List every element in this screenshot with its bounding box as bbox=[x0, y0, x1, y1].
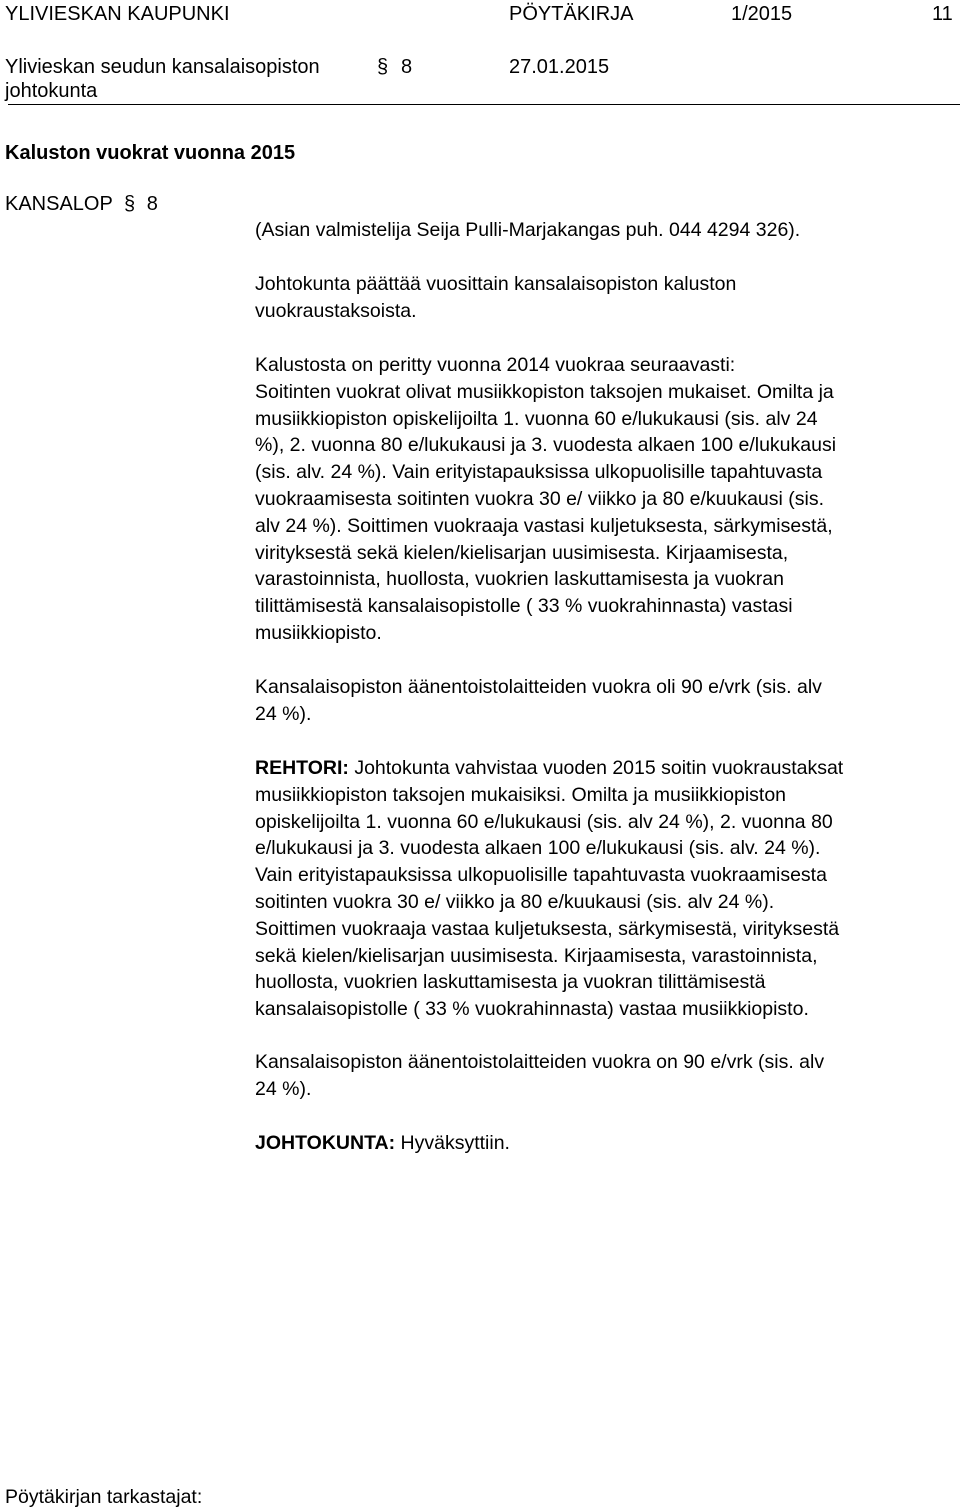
proposal-first-line: Johtokunta vahvistaa vuoden 2015 soitin vuokraustaksat bbox=[348, 757, 844, 779]
text-line: e/lukukausi ja 3. vuodesta alkaen 100 e/lukukausi (sis. alv. 24 %). bbox=[255, 837, 821, 860]
text-line: alv 24 %). Soittimen vuokraaja vastasi kuljetuksesta, särkymisestä, bbox=[255, 514, 833, 537]
proposal-label: REHTORI: bbox=[255, 757, 349, 779]
header-body-line1: Ylivieskan seudun kansalaisopiston bbox=[5, 56, 320, 78]
resolution-paragraph bbox=[255, 1130, 960, 1157]
text-line: kansalaisopistolle ( 33 % vuokrahinnasta) vastaa musiikkiopisto. bbox=[255, 998, 809, 1021]
header-doc-number: 1/2015 bbox=[731, 3, 793, 25]
text-line: %), 2. vuonna 80 e/lukukausi ja 3. vuodesta alkaen 100 e/lukukausi bbox=[255, 434, 837, 457]
reviewers-label: Pöytäkirjan tarkastajat: bbox=[5, 1486, 203, 1508]
case-ref-section-sign: § bbox=[124, 193, 136, 215]
text-line: Kalustosta on peritty vuonna 2014 vuokraa seuraavasti: bbox=[255, 354, 736, 376]
resolution-label: JOHTOKUNTA: bbox=[255, 1132, 396, 1154]
text-line: huollosta, vuokrien laskuttamisesta ja vuokran tilittämisestä bbox=[255, 971, 766, 994]
header-body-line2: johtokunta bbox=[5, 80, 98, 102]
details-paragraph bbox=[255, 352, 960, 647]
case-ref bbox=[5, 191, 158, 217]
case-ref-number: 8 bbox=[146, 193, 158, 215]
text-line: soitinten vuokra 30 e/ viikko ja 80 e/kuukausi (sis. alv 24 %). bbox=[255, 890, 775, 913]
text-line: (Asian valmistelija Seija Pulli-Marjakangas puh. 044 4294 326). bbox=[255, 219, 801, 241]
text-line: vuokraamisesta soitinten vuokra 30 e/ viikko ja 80 e/kuukausi (sis. bbox=[255, 487, 825, 510]
text-line: Soittimen vuokraaja vastaa kuljetuksesta, särkymisestä, virityksestä bbox=[255, 917, 840, 940]
text-line: varastoinnista, huollosta, vuokrien laskuttamisesta ja vuokran bbox=[255, 568, 784, 591]
text-line: musiikkiopiston taksojen mukaisiksi. Omilta ja musiikkiopiston bbox=[255, 783, 787, 806]
text-line: virityksestä sekä kielen/kielisarjan uusimisesta. Kirjaamisesta, bbox=[255, 541, 789, 564]
header-doc-type: PÖYTÄKIRJA bbox=[509, 3, 634, 25]
text-line: Kansalaisopiston äänentoistolaitteiden vuokra on 90 e/vrk (sis. alv bbox=[255, 1051, 825, 1073]
header-section-sign: § bbox=[377, 56, 389, 78]
header-section-number: 8 bbox=[401, 56, 413, 78]
text-line bbox=[255, 1130, 960, 1157]
text-line: Johtokunta päättää vuosittain kansalaisopiston kaluston bbox=[255, 273, 737, 295]
page-title: Kaluston vuokrat vuonna 2015 bbox=[5, 142, 296, 164]
preparer-paragraph bbox=[255, 217, 960, 244]
decision-intro-paragraph bbox=[255, 271, 960, 325]
proposal-paragraph bbox=[255, 755, 960, 1023]
header-date: 27.01.2015 bbox=[509, 56, 610, 78]
text-line: (sis. alv. 24 %). Vain erityistapauksissa ulkopuolisille tapahtuvasta bbox=[255, 461, 823, 484]
header-page-number: 11 bbox=[932, 3, 953, 25]
sound-equipment-new-paragraph bbox=[255, 1049, 960, 1103]
text-line: 24 %). bbox=[255, 702, 312, 725]
case-ref-label: KANSALOP bbox=[5, 193, 113, 215]
text-line: vuokraustaksoista. bbox=[255, 299, 417, 322]
text-line: Kansalaisopiston äänentoistolaitteiden vuokra oli 90 e/vrk (sis. alv bbox=[255, 676, 822, 698]
text-line: musiikkiopisto. bbox=[255, 621, 382, 644]
sound-equipment-old-paragraph bbox=[255, 674, 960, 728]
text-line: Soitinten vuokrat olivat musiikkopiston taksojen mukaiset. Omilta ja bbox=[255, 380, 834, 403]
text-line: musiikkiopiston opiskelijoilta 1. vuonna 60 e/lukukausi (sis. alv 24 bbox=[255, 407, 818, 430]
header-organization: YLIVIESKAN KAUPUNKI bbox=[5, 3, 230, 25]
text-line: tilittämisestä kansalaisopistolle ( 33 % vuokrahinnasta) vastasi bbox=[255, 595, 793, 618]
text-line: opiskelijoilta 1. vuonna 60 e/lukukausi (sis. alv 24 %), 2. vuonna 80 bbox=[255, 810, 833, 833]
text-line: Vain erityistapauksissa ulkopuolisille tapahtuvasta vuokraamisesta bbox=[255, 864, 827, 887]
text-line: sekä kielen/kielisarjan uusimisesta. Kirjaamisesta, varastoinnista, bbox=[255, 944, 818, 967]
resolution-text: Hyväksyttiin. bbox=[395, 1132, 510, 1154]
text-line bbox=[255, 755, 960, 782]
text-line: 24 %). bbox=[255, 1077, 312, 1100]
header-divider bbox=[8, 104, 960, 105]
